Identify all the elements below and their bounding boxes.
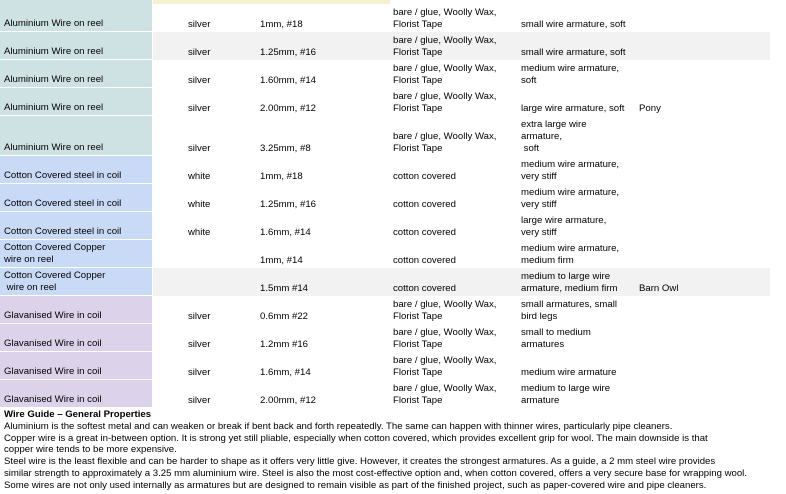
- wire-color-cell[interactable]: [188, 4, 258, 32]
- wire-name: [4, 338, 102, 350]
- wire-name-line: Aluminium Wire on reel: [4, 46, 104, 57]
- usage[interactable]: [521, 88, 639, 116]
- table-row: [0, 32, 772, 60]
- usage[interactable]: [521, 268, 639, 296]
- usage-line: soft: [521, 75, 537, 86]
- wire-size: 1.25mm, #16: [260, 47, 316, 58]
- wire-color: white: [188, 227, 211, 238]
- project-name: Barn Owl: [639, 283, 679, 294]
- covering[interactable]: [393, 352, 520, 380]
- wire-name: [4, 46, 103, 58]
- usage-line: medium firm: [521, 255, 574, 266]
- usage-line: bird legs: [521, 311, 558, 322]
- wire-name-cell[interactable]: [0, 296, 152, 324]
- wire-color-cell[interactable]: [188, 296, 258, 324]
- covering[interactable]: [393, 32, 520, 60]
- usage-text: [521, 243, 619, 267]
- usage-line: armatures: [521, 339, 565, 350]
- usage-line: medium to large wire: [521, 383, 611, 394]
- wire-name: [4, 242, 105, 266]
- covering-text: [393, 7, 496, 31]
- project-name-cell[interactable]: [639, 184, 709, 212]
- usage[interactable]: [521, 156, 639, 184]
- covering-line: Florist Tape: [393, 75, 443, 86]
- wire-color-cell[interactable]: [188, 156, 258, 184]
- wire-size-cell[interactable]: [260, 352, 330, 380]
- table-row: [0, 212, 772, 240]
- table-row: [0, 296, 772, 324]
- wire-name-cell[interactable]: [0, 352, 152, 380]
- covering-text: [393, 199, 456, 211]
- covering[interactable]: [393, 268, 520, 296]
- guide-line: Aluminium is the softest metal and can weaken or break if bent back and forth repeatedly. The same can happen with thinner wires, particularly pipe cleaners.: [4, 420, 673, 432]
- covering-text: [393, 35, 496, 59]
- covering[interactable]: [393, 240, 520, 268]
- covering-line: bare / glue, Woolly Wax,: [393, 35, 497, 46]
- covering[interactable]: [393, 60, 520, 88]
- covering-text: [393, 299, 496, 323]
- wire-color-cell[interactable]: [188, 116, 258, 156]
- wire-color: silver: [188, 395, 211, 406]
- project-name-cell[interactable]: [639, 88, 709, 116]
- covering-text: [393, 383, 496, 407]
- usage-line: medium wire armature,: [521, 159, 620, 170]
- project-name-cell[interactable]: [639, 212, 709, 240]
- project-name-cell[interactable]: [639, 296, 709, 324]
- usage-line: armature: [521, 395, 560, 406]
- wire-name-cell[interactable]: [0, 60, 152, 88]
- wire-name-line: Cotton Covered steel in coil: [4, 198, 122, 209]
- wire-color-cell[interactable]: [188, 184, 258, 212]
- wire-color: silver: [188, 19, 211, 30]
- usage-text: [521, 367, 616, 379]
- project-name-cell[interactable]: [639, 116, 709, 156]
- wire-size: 1.25mm, #16: [260, 199, 316, 210]
- usage[interactable]: [521, 212, 639, 240]
- wire-size-cell[interactable]: [260, 116, 330, 156]
- wire-color: silver: [188, 339, 211, 350]
- usage-text: [521, 119, 587, 155]
- project-name: Pony: [639, 103, 661, 114]
- covering-line: Florist Tape: [393, 311, 443, 322]
- table-row: [0, 268, 772, 296]
- covering-line: Florist Tape: [393, 339, 443, 350]
- wire-size: 1.2mm #16: [260, 339, 308, 350]
- covering[interactable]: [393, 380, 520, 408]
- wire-name: [4, 198, 121, 210]
- wire-name-line: Aluminium Wire on reel: [4, 18, 104, 29]
- usage-line: medium wire armature,: [521, 63, 620, 74]
- covering-line: bare / glue, Woolly Wax,: [393, 7, 497, 18]
- wire-name: [4, 74, 103, 86]
- guide-line: similar strength to approximately a 3.25 mm aluminium wire. Steel is also the most cost-effective option and, when cotton covered, offers a very secure base for wrapping wool.: [4, 467, 747, 479]
- table-row: [0, 60, 772, 88]
- wire-size: 1.6mm, #14: [260, 367, 311, 378]
- project-name-cell[interactable]: [639, 324, 709, 352]
- wire-name-line: Glavanised Wire in coil: [4, 338, 102, 349]
- wire-size: 1mm, #18: [260, 19, 303, 30]
- wire-name-line: wire on reel: [4, 254, 54, 265]
- covering-line: Florist Tape: [393, 143, 443, 154]
- project-name-cell[interactable]: [639, 380, 709, 408]
- wire-size-cell[interactable]: [260, 4, 330, 32]
- guide-line: Some wires are not only used internally as armatures but are designed to remain visible as part of the finished project, such as paper-covered wire and pipe cleaners.: [4, 479, 707, 491]
- wire-size-cell[interactable]: [260, 212, 330, 240]
- covering-line: Florist Tape: [393, 19, 443, 30]
- wire-name: [4, 102, 103, 114]
- usage-line: medium wire armature,: [521, 243, 620, 254]
- covering[interactable]: [393, 212, 520, 240]
- covering[interactable]: [393, 116, 520, 156]
- usage-text: [521, 271, 618, 295]
- usage-text: [521, 299, 617, 323]
- wire-name-line: Glavanised Wire in coil: [4, 310, 102, 321]
- wire-size: 1mm, #14: [260, 255, 303, 266]
- wire-color: silver: [188, 311, 211, 322]
- usage[interactable]: [521, 240, 639, 268]
- guide-line: Copper wire is a great in-between option. It is strong yet still pliable, especially when cotton covered, which provides excellent grip for wool. The main downside is that: [4, 432, 708, 444]
- usage-line: small armatures, small: [521, 299, 617, 310]
- wire-name: [4, 366, 102, 378]
- wire-color-cell[interactable]: [188, 268, 258, 296]
- wire-color: white: [188, 171, 211, 182]
- table-row: [0, 324, 772, 352]
- covering-line: cotton covered: [393, 283, 456, 294]
- covering[interactable]: [393, 184, 520, 212]
- covering-line: bare / glue, Woolly Wax,: [393, 327, 497, 338]
- covering-line: Florist Tape: [393, 395, 443, 406]
- covering-line: cotton covered: [393, 199, 456, 210]
- project-name-cell[interactable]: [639, 60, 709, 88]
- usage-line: medium wire armature,: [521, 187, 620, 198]
- project-name-cell[interactable]: [639, 240, 709, 268]
- usage-text: [521, 187, 619, 211]
- usage-line: very stiff: [521, 227, 557, 238]
- usage-line: large wire armature,: [521, 215, 607, 226]
- wire-size: 2.00mm, #12: [260, 395, 316, 406]
- wire-name-cell[interactable]: [0, 184, 152, 212]
- table-row: [0, 380, 772, 408]
- wire-name-line: wire on reel: [4, 282, 57, 293]
- wire-name-cell[interactable]: [0, 156, 152, 184]
- covering-text: [393, 255, 456, 267]
- usage-text: [521, 63, 619, 87]
- wire-color: silver: [188, 367, 211, 378]
- wire-name-line: Aluminium Wire on reel: [4, 74, 104, 85]
- covering-text: [393, 283, 456, 295]
- wire-color-cell[interactable]: [188, 60, 258, 88]
- wire-name-cell[interactable]: [0, 116, 152, 156]
- wire-guide-notes: [4, 409, 784, 492]
- covering[interactable]: [393, 88, 520, 116]
- wire-size: 1.6mm, #14: [260, 227, 311, 238]
- covering-line: cotton covered: [393, 255, 456, 266]
- wire-color: silver: [188, 47, 211, 58]
- usage-line: small to medium: [521, 327, 591, 338]
- wire-color-cell[interactable]: [188, 32, 258, 60]
- covering-line: bare / glue, Woolly Wax,: [393, 63, 497, 74]
- project-name-cell[interactable]: [639, 352, 709, 380]
- wire-color: silver: [188, 143, 211, 154]
- wire-name-cell[interactable]: [0, 240, 152, 268]
- covering-text: [393, 355, 496, 379]
- usage-line: medium to large wire: [521, 271, 611, 282]
- project-name-cell[interactable]: [639, 32, 709, 60]
- usage[interactable]: [521, 60, 639, 88]
- covering-line: bare / glue, Woolly Wax,: [393, 131, 497, 142]
- wire-name-line: Cotton Covered steel in coil: [4, 170, 122, 181]
- usage-line: very stiff: [521, 199, 557, 210]
- wire-name: [4, 226, 121, 238]
- wire-color-cell[interactable]: [188, 324, 258, 352]
- wire-name: [4, 270, 105, 294]
- wire-name: [4, 310, 102, 322]
- guide-line: copper wire tends to be more expensive.: [4, 444, 177, 456]
- table-row: [0, 352, 772, 380]
- covering-line: bare / glue, Woolly Wax,: [393, 383, 497, 394]
- wire-size-cell[interactable]: [260, 156, 330, 184]
- wire-name-cell[interactable]: [0, 88, 152, 116]
- table-row: [0, 4, 772, 32]
- wire-name-line: Cotton Covered Copper: [4, 270, 106, 281]
- wire-name: [4, 18, 103, 30]
- covering-text: [393, 171, 456, 183]
- usage-text: [521, 103, 624, 115]
- usage-line: soft: [521, 143, 540, 154]
- wire-size-cell[interactable]: [260, 324, 330, 352]
- wire-color-cell[interactable]: [188, 88, 258, 116]
- table-row: [0, 156, 772, 184]
- wire-name-cell[interactable]: [0, 268, 152, 296]
- covering[interactable]: [393, 324, 520, 352]
- wire-name-line: Aluminium Wire on reel: [4, 142, 104, 153]
- usage[interactable]: [521, 352, 639, 380]
- usage[interactable]: [521, 324, 639, 352]
- usage[interactable]: [521, 4, 639, 32]
- wire-color-cell[interactable]: [188, 352, 258, 380]
- usage-text: [521, 159, 619, 183]
- usage-line: medium wire armature: [521, 367, 617, 378]
- usage-text: [521, 215, 606, 239]
- wire-size-cell[interactable]: [260, 88, 330, 116]
- wire-name: [4, 170, 121, 182]
- wire-size-cell[interactable]: [260, 268, 330, 296]
- usage-line: extra large wire: [521, 119, 587, 130]
- wire-name-line: Glavanised Wire in coil: [4, 394, 102, 405]
- wire-size-cell[interactable]: [260, 60, 330, 88]
- wire-name-line: Glavanised Wire in coil: [4, 366, 102, 377]
- covering-line: bare / glue, Woolly Wax,: [393, 355, 497, 366]
- usage-text: [521, 19, 626, 31]
- covering[interactable]: [393, 156, 520, 184]
- wire-color: silver: [188, 103, 211, 114]
- guide-line: Steel wire is the least flexible and can be harder to shape as it offers very little give. However, it creates the strongest armatures. As a guide, a 2 mm steel wire provides: [4, 456, 716, 468]
- wire-size-cell[interactable]: [260, 240, 330, 268]
- usage-text: [521, 47, 626, 59]
- covering-text: [393, 131, 496, 155]
- wire-size: 1mm, #18: [260, 171, 303, 182]
- covering[interactable]: [393, 4, 520, 32]
- covering[interactable]: [393, 296, 520, 324]
- wire-color-cell[interactable]: [188, 212, 258, 240]
- covering-line: Florist Tape: [393, 367, 443, 378]
- usage-text: [521, 327, 591, 351]
- covering-text: [393, 63, 496, 87]
- wire-size-cell[interactable]: [260, 184, 330, 212]
- wire-size-cell[interactable]: [260, 296, 330, 324]
- usage-line: small wire armature, soft: [521, 47, 626, 58]
- usage-line: small wire armature, soft: [521, 19, 626, 30]
- covering-line: Florist Tape: [393, 103, 443, 114]
- usage[interactable]: [521, 32, 639, 60]
- wire-size: 0.6mm #22: [260, 311, 308, 322]
- wire-size: 1.60mm, #14: [260, 75, 316, 86]
- usage-line: armature,: [521, 131, 563, 142]
- usage-line: large wire armature, soft: [521, 103, 625, 114]
- covering-line: cotton covered: [393, 171, 456, 182]
- wire-name-cell[interactable]: [0, 380, 152, 408]
- wire-name-cell[interactable]: [0, 4, 152, 32]
- project-name-cell[interactable]: [639, 156, 709, 184]
- covering-text: [393, 91, 496, 115]
- wire-size: 2.00mm, #12: [260, 103, 316, 114]
- wire-color-cell[interactable]: [188, 380, 258, 408]
- covering-line: Florist Tape: [393, 47, 443, 58]
- usage-line: very stiff: [521, 171, 557, 182]
- usage[interactable]: [521, 380, 639, 408]
- table-row: [0, 184, 772, 212]
- wire-name-line: Cotton Covered Copper: [4, 242, 106, 253]
- usage[interactable]: [521, 296, 639, 324]
- wire-size-cell[interactable]: [260, 32, 330, 60]
- usage[interactable]: [521, 184, 639, 212]
- wire-color: silver: [188, 75, 211, 86]
- wire-name: [4, 394, 102, 406]
- covering-line: bare / glue, Woolly Wax,: [393, 91, 497, 102]
- wire-size-cell[interactable]: [260, 380, 330, 408]
- wire-color-cell[interactable]: [188, 240, 258, 268]
- wire-size: 1.5mm #14: [260, 283, 308, 294]
- usage[interactable]: [521, 116, 639, 156]
- wire-name-cell[interactable]: [0, 324, 152, 352]
- usage-line: armature, medium firm: [521, 283, 618, 294]
- covering-line: cotton covered: [393, 227, 456, 238]
- wire-name: [4, 142, 103, 154]
- table-row: [0, 240, 772, 268]
- project-name-cell[interactable]: [639, 4, 709, 32]
- wire-name-line: Cotton Covered steel in coil: [4, 226, 122, 237]
- wire-name-cell[interactable]: [0, 32, 152, 60]
- table-row: [0, 116, 772, 156]
- covering-text: [393, 327, 496, 351]
- wire-name-cell[interactable]: [0, 212, 152, 240]
- usage-text: [521, 383, 610, 407]
- table-row: [0, 88, 772, 116]
- wire-size: 3.25mm, #8: [260, 143, 311, 154]
- wire-name-line: Aluminium Wire on reel: [4, 102, 104, 113]
- covering-line: bare / glue, Woolly Wax,: [393, 299, 497, 310]
- covering-text: [393, 227, 456, 239]
- project-name-cell[interactable]: [639, 268, 709, 296]
- wire-color: white: [188, 199, 211, 210]
- guide-heading: Wire Guide – General Properties: [4, 409, 152, 420]
